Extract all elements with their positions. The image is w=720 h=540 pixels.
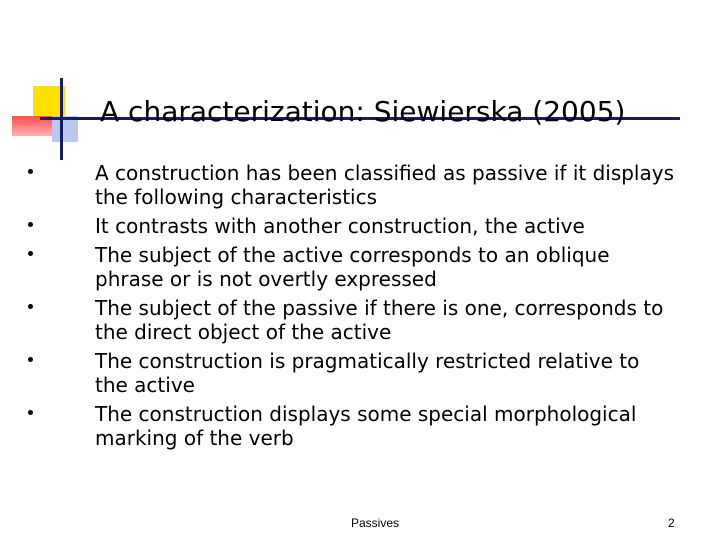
bullet-text: The subject of the active corresponds to an oblique phrase or is not overtly expressed — [95, 243, 610, 291]
bullet-item — [28, 296, 678, 344]
bullet-item — [28, 402, 678, 450]
bullet-dot-icon — [28, 410, 33, 415]
page-number: 2 — [668, 516, 675, 530]
bullet-dot-icon — [28, 251, 33, 256]
bullet-dot-icon — [28, 304, 33, 309]
bullet-text: The construction displays some special morphological marking of the verb — [95, 402, 637, 450]
bullet-list — [28, 161, 678, 455]
bullet-dot-icon — [28, 169, 33, 174]
bullet-dot-icon — [28, 222, 33, 227]
bullet-text: It contrasts with another construction, the active — [95, 214, 585, 238]
footer-label: Passives — [351, 516, 400, 530]
bullet-text: The subject of the passive if there is one, corresponds to the direct object of the active — [95, 296, 664, 344]
bullet-text: A construction has been classified as passive if it displays the following characteristics — [95, 161, 675, 209]
bullet-dot-icon — [28, 357, 33, 362]
bullet-item — [28, 349, 678, 397]
bullet-text: The construction is pragmatically restricted relative to the active — [95, 349, 640, 397]
bullet-item — [28, 161, 678, 209]
slide-title: A characterization: Siewierska (2005) — [100, 95, 626, 128]
bullet-item — [28, 243, 678, 291]
bullet-item — [28, 214, 678, 238]
